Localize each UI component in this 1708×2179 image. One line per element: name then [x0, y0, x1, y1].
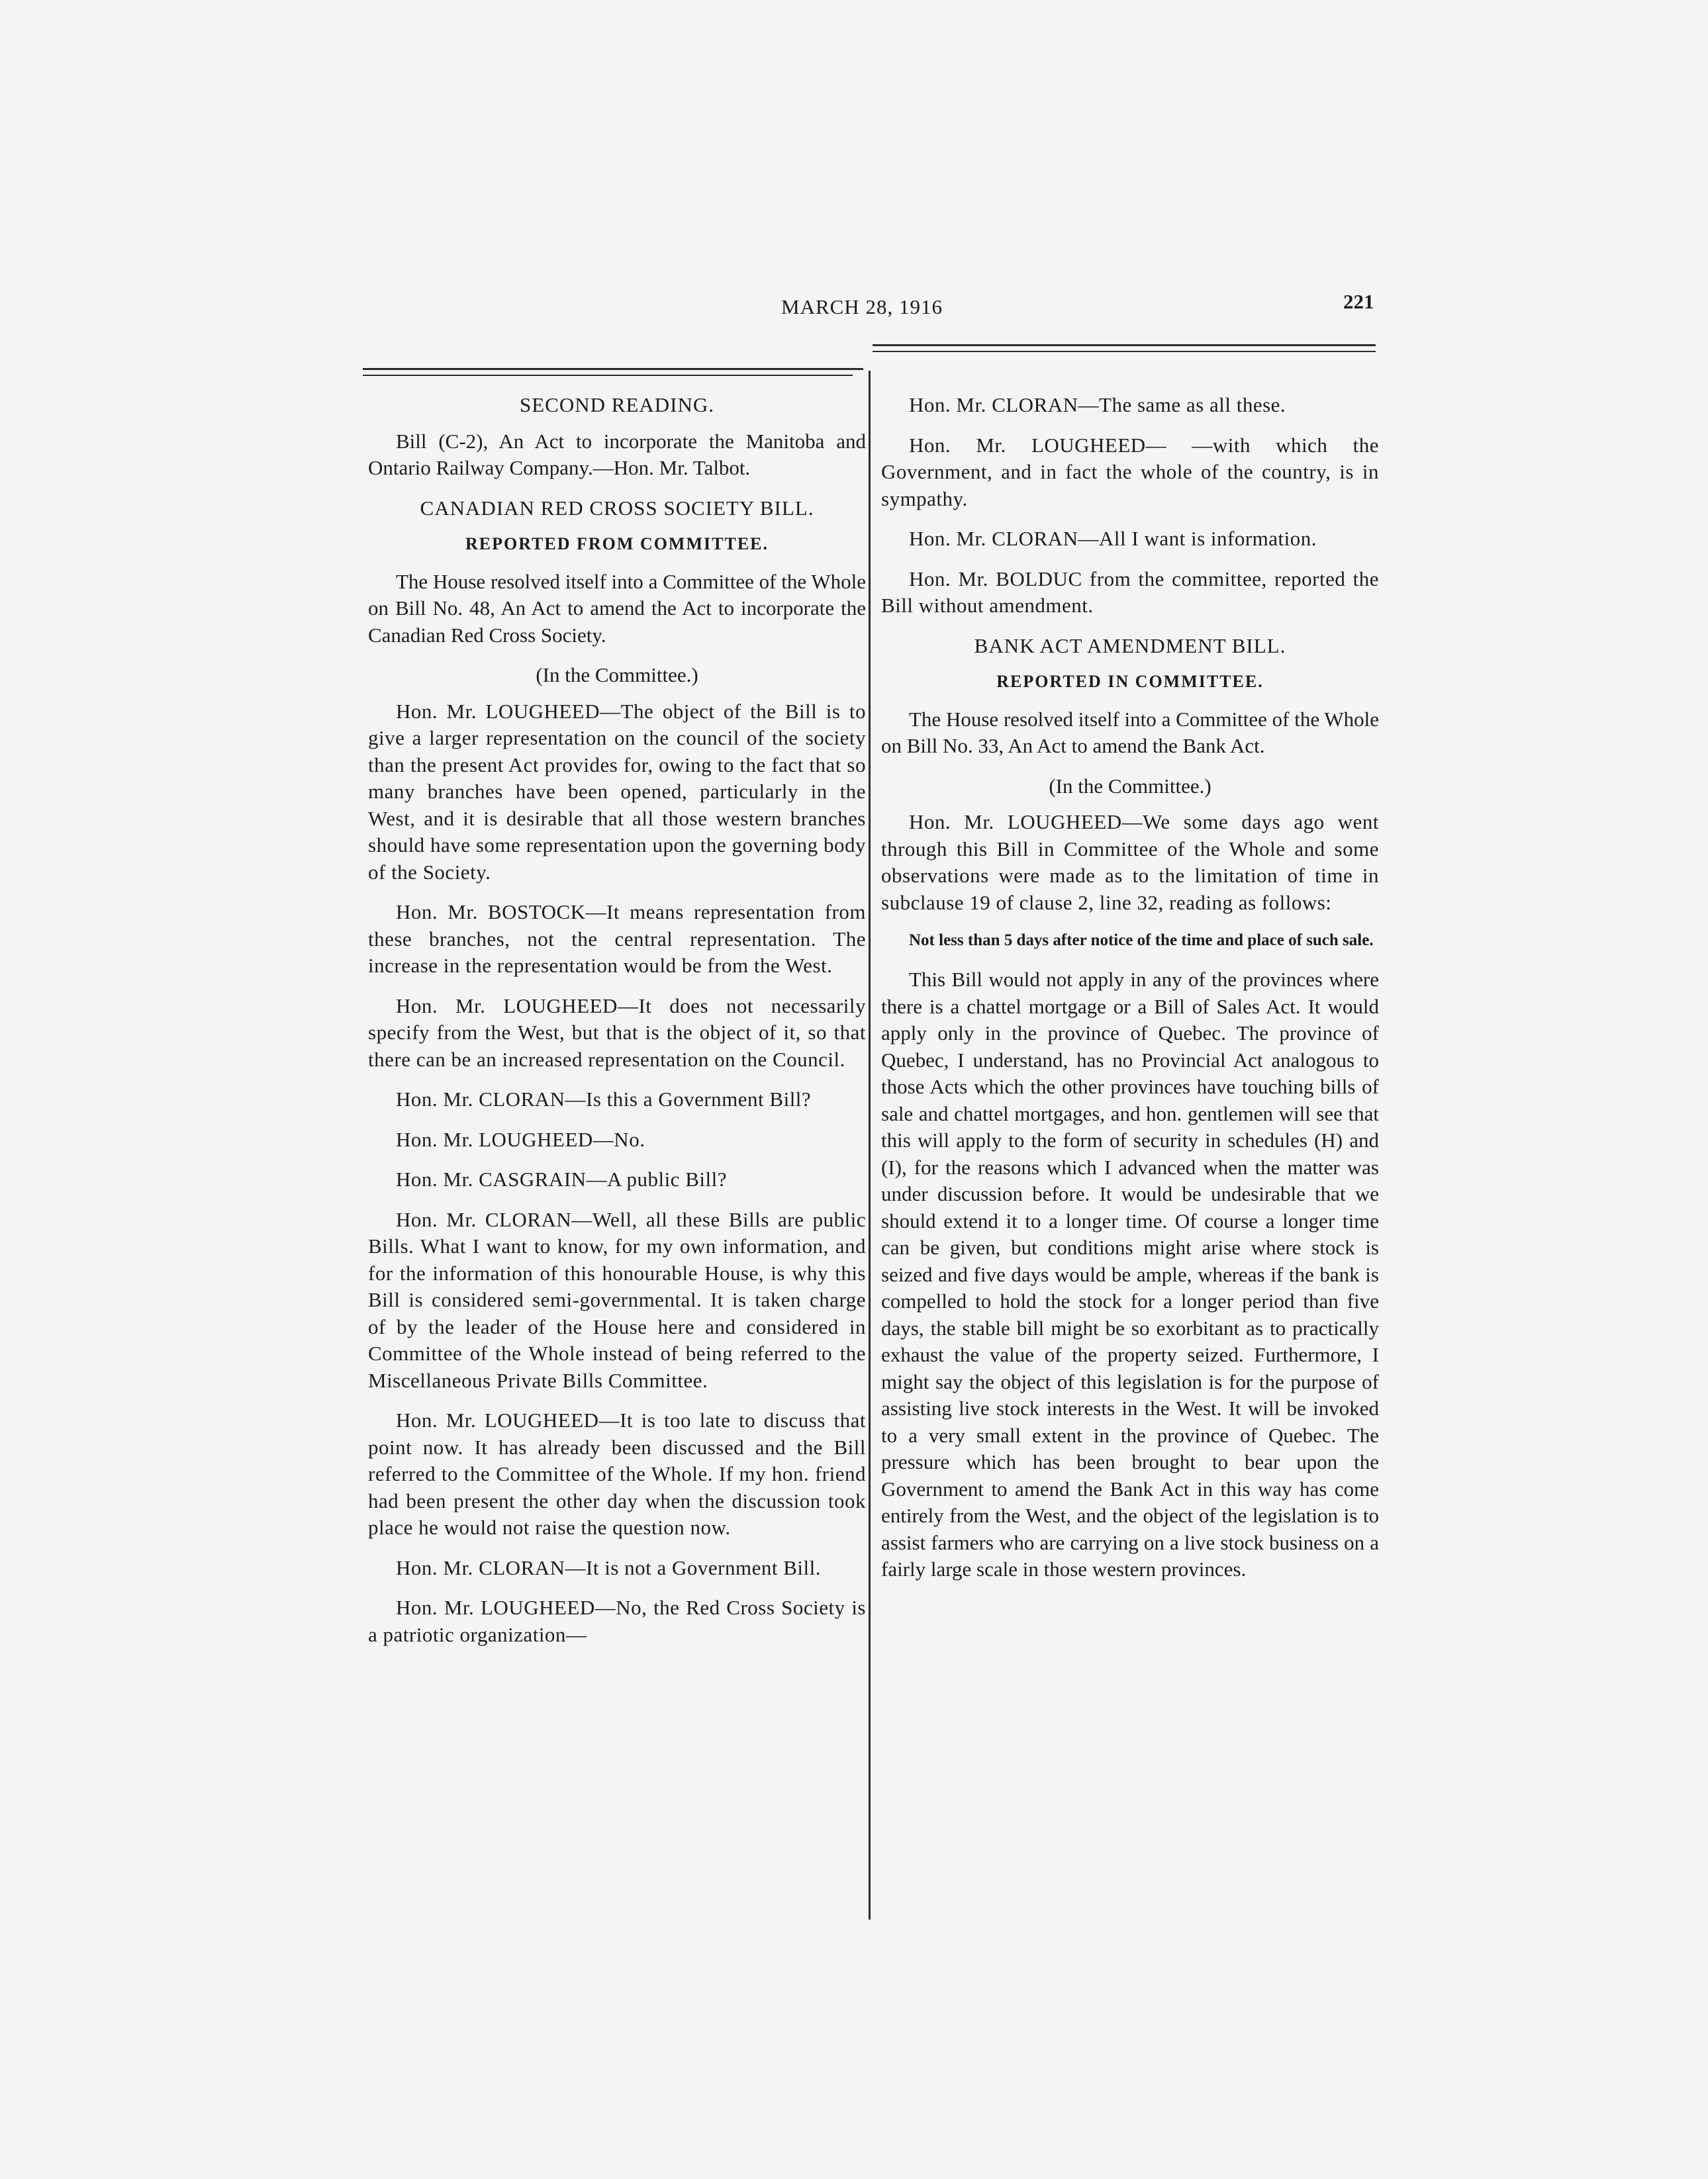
debate-paragraph: Hon. Mr. CLORAN—All I want is information.: [909, 527, 1317, 550]
red-cross-subheading: REPORTED FROM COMMITTEE.: [465, 534, 769, 553]
quoted-clause: Not less than 5 days after notice of the time and place of such sale.: [909, 931, 1374, 949]
bank-act-committee-note: (In the Committee.): [1049, 774, 1211, 798]
page-number: 221: [1343, 290, 1374, 313]
debate-paragraph: Hon. Mr. CLORAN—It is not a Government Bill.: [396, 1555, 821, 1579]
right-column: [881, 392, 1379, 1597]
second-reading-heading: SECOND READING.: [520, 393, 714, 416]
debate-paragraph: Hon. Mr. BOLDUC from the committee, reported the Bill without amendment.: [881, 567, 1379, 617]
red-cross-heading: CANADIAN RED CROSS SOCIETY BILL.: [420, 496, 814, 520]
header-rule-right-lower: [873, 351, 1376, 352]
debate-paragraph: Hon. Mr. LOUGHEED— —with which the Government, and in fact the whole of the country, is in sympathy.: [881, 433, 1379, 510]
debate-paragraph: This Bill would not apply in any of the provinces where there is a chattel mortgage or a Bill of Sales Act. It would apply only in the province of Quebec. The province of Quebec, I understand, has no Provincial Act analogous to those Acts which the other provinces have touching bills of sale and chattel mortgages, and hon. gentlemen will see that this will apply to the form of security in schedules (H) and (I), for the reasons which I advanced when the matter was under discussion before. It would be undesirable that we should extend it to a longer time. Of course a longer time can be given, but conditions might arise where stock is seized and five days would be ample, whereas if the bank is compelled to hold the stock for a longer period than five days, the stable bill might be so exorbitant as to practically exhaust the value of the property seized. Furthermore, I might say the object of this legislation is for the purpose of assisting live stock interests in the West. It will be invoked to a very small extent in the province of Quebec. The pressure which has been brought to bear upon the Government to amend the Bank Act in this way has come entirely from the West, and the object of the legislation is to assist farmers who are carrying on a live stock business on a fairly large scale in those western provinces.: [881, 968, 1379, 1581]
header-date: MARCH 28, 1916: [781, 295, 943, 318]
second-reading-text: Bill (C-2), An Act to incorporate the Manitoba and Ontario Railway Company.—Hon. Mr. Talbot.: [368, 429, 866, 479]
debate-paragraph: Hon. Mr. LOUGHEED—It is too late to discuss that point now. It has already been discussed and the Bill referred to the Committee of the Whole. If my hon. friend had been present the other day when the discussion took place he would not raise the question now.: [368, 1409, 866, 1539]
red-cross-committee-note: (In the Committee.): [536, 663, 698, 686]
debate-paragraph: Hon. Mr. LOUGHEED—It does not necessarily specify from the West, but that is the object of it, so that there can be an increased representation on the Council.: [368, 994, 866, 1071]
debate-paragraph: Hon. Mr. CLORAN—Is this a Government Bill?: [396, 1088, 812, 1111]
column-divider: [869, 371, 871, 1920]
bank-act-subheading: REPORTED IN COMMITTEE.: [996, 672, 1264, 691]
debate-paragraph: Hon. Mr. LOUGHEED—The object of the Bill is to give a larger representation on the council of the society than the present Act provides for, owing to the fact that so many branches have been opened, particularly in the West, and it is desirable that all those western branches should have some representation upon the governing body of the Society.: [368, 699, 866, 884]
bank-act-heading: BANK ACT AMENDMENT BILL.: [974, 633, 1286, 657]
debate-paragraph: Hon. Mr. LOUGHEED—We some days ago went through this Bill in Committee of the Whole and some observations were made as to the limitation of time in subclause 19 of clause 2, line 32, reading as follows:: [881, 810, 1379, 914]
header-rule-right: [873, 344, 1376, 346]
debate-paragraph: Hon. Mr. LOUGHEED—No, the Red Cross Society is a patriotic organization—: [368, 1596, 866, 1646]
debate-paragraph: Hon. Mr. LOUGHEED—No.: [396, 1127, 645, 1151]
left-column: [368, 392, 866, 1661]
red-cross-intro: The House resolved itself into a Committee of the Whole on Bill No. 48, An Act to amend the Act to incorporate the Canadian Red Cross Society.: [368, 569, 866, 647]
bank-act-intro: The House resolved itself into a Committee of the Whole on Bill No. 33, An Act to amend the Bank Act.: [881, 707, 1379, 757]
debate-paragraph: Hon. Mr. BOSTOCK—It means representation from these branches, not the central representation. The increase in the representation would be from the West.: [368, 900, 866, 977]
debate-paragraph: Hon. Mr. CASGRAIN—A public Bill?: [396, 1168, 727, 1191]
debate-paragraph: Hon. Mr. CLORAN—The same as all these.: [909, 393, 1286, 416]
header-rule-left-lower: [363, 375, 853, 376]
debate-paragraph: Hon. Mr. CLORAN—Well, all these Bills are public Bills. What I want to know, for my own information, and for the information of this honourable House, is why this Bill is considered semi-governmental. It is taken charge of by the leader of the House here and considered in Committee of the Whole instead of being referred to the Miscellaneous Private Bills Committee.: [368, 1207, 866, 1392]
header-rule-left: [363, 368, 863, 370]
